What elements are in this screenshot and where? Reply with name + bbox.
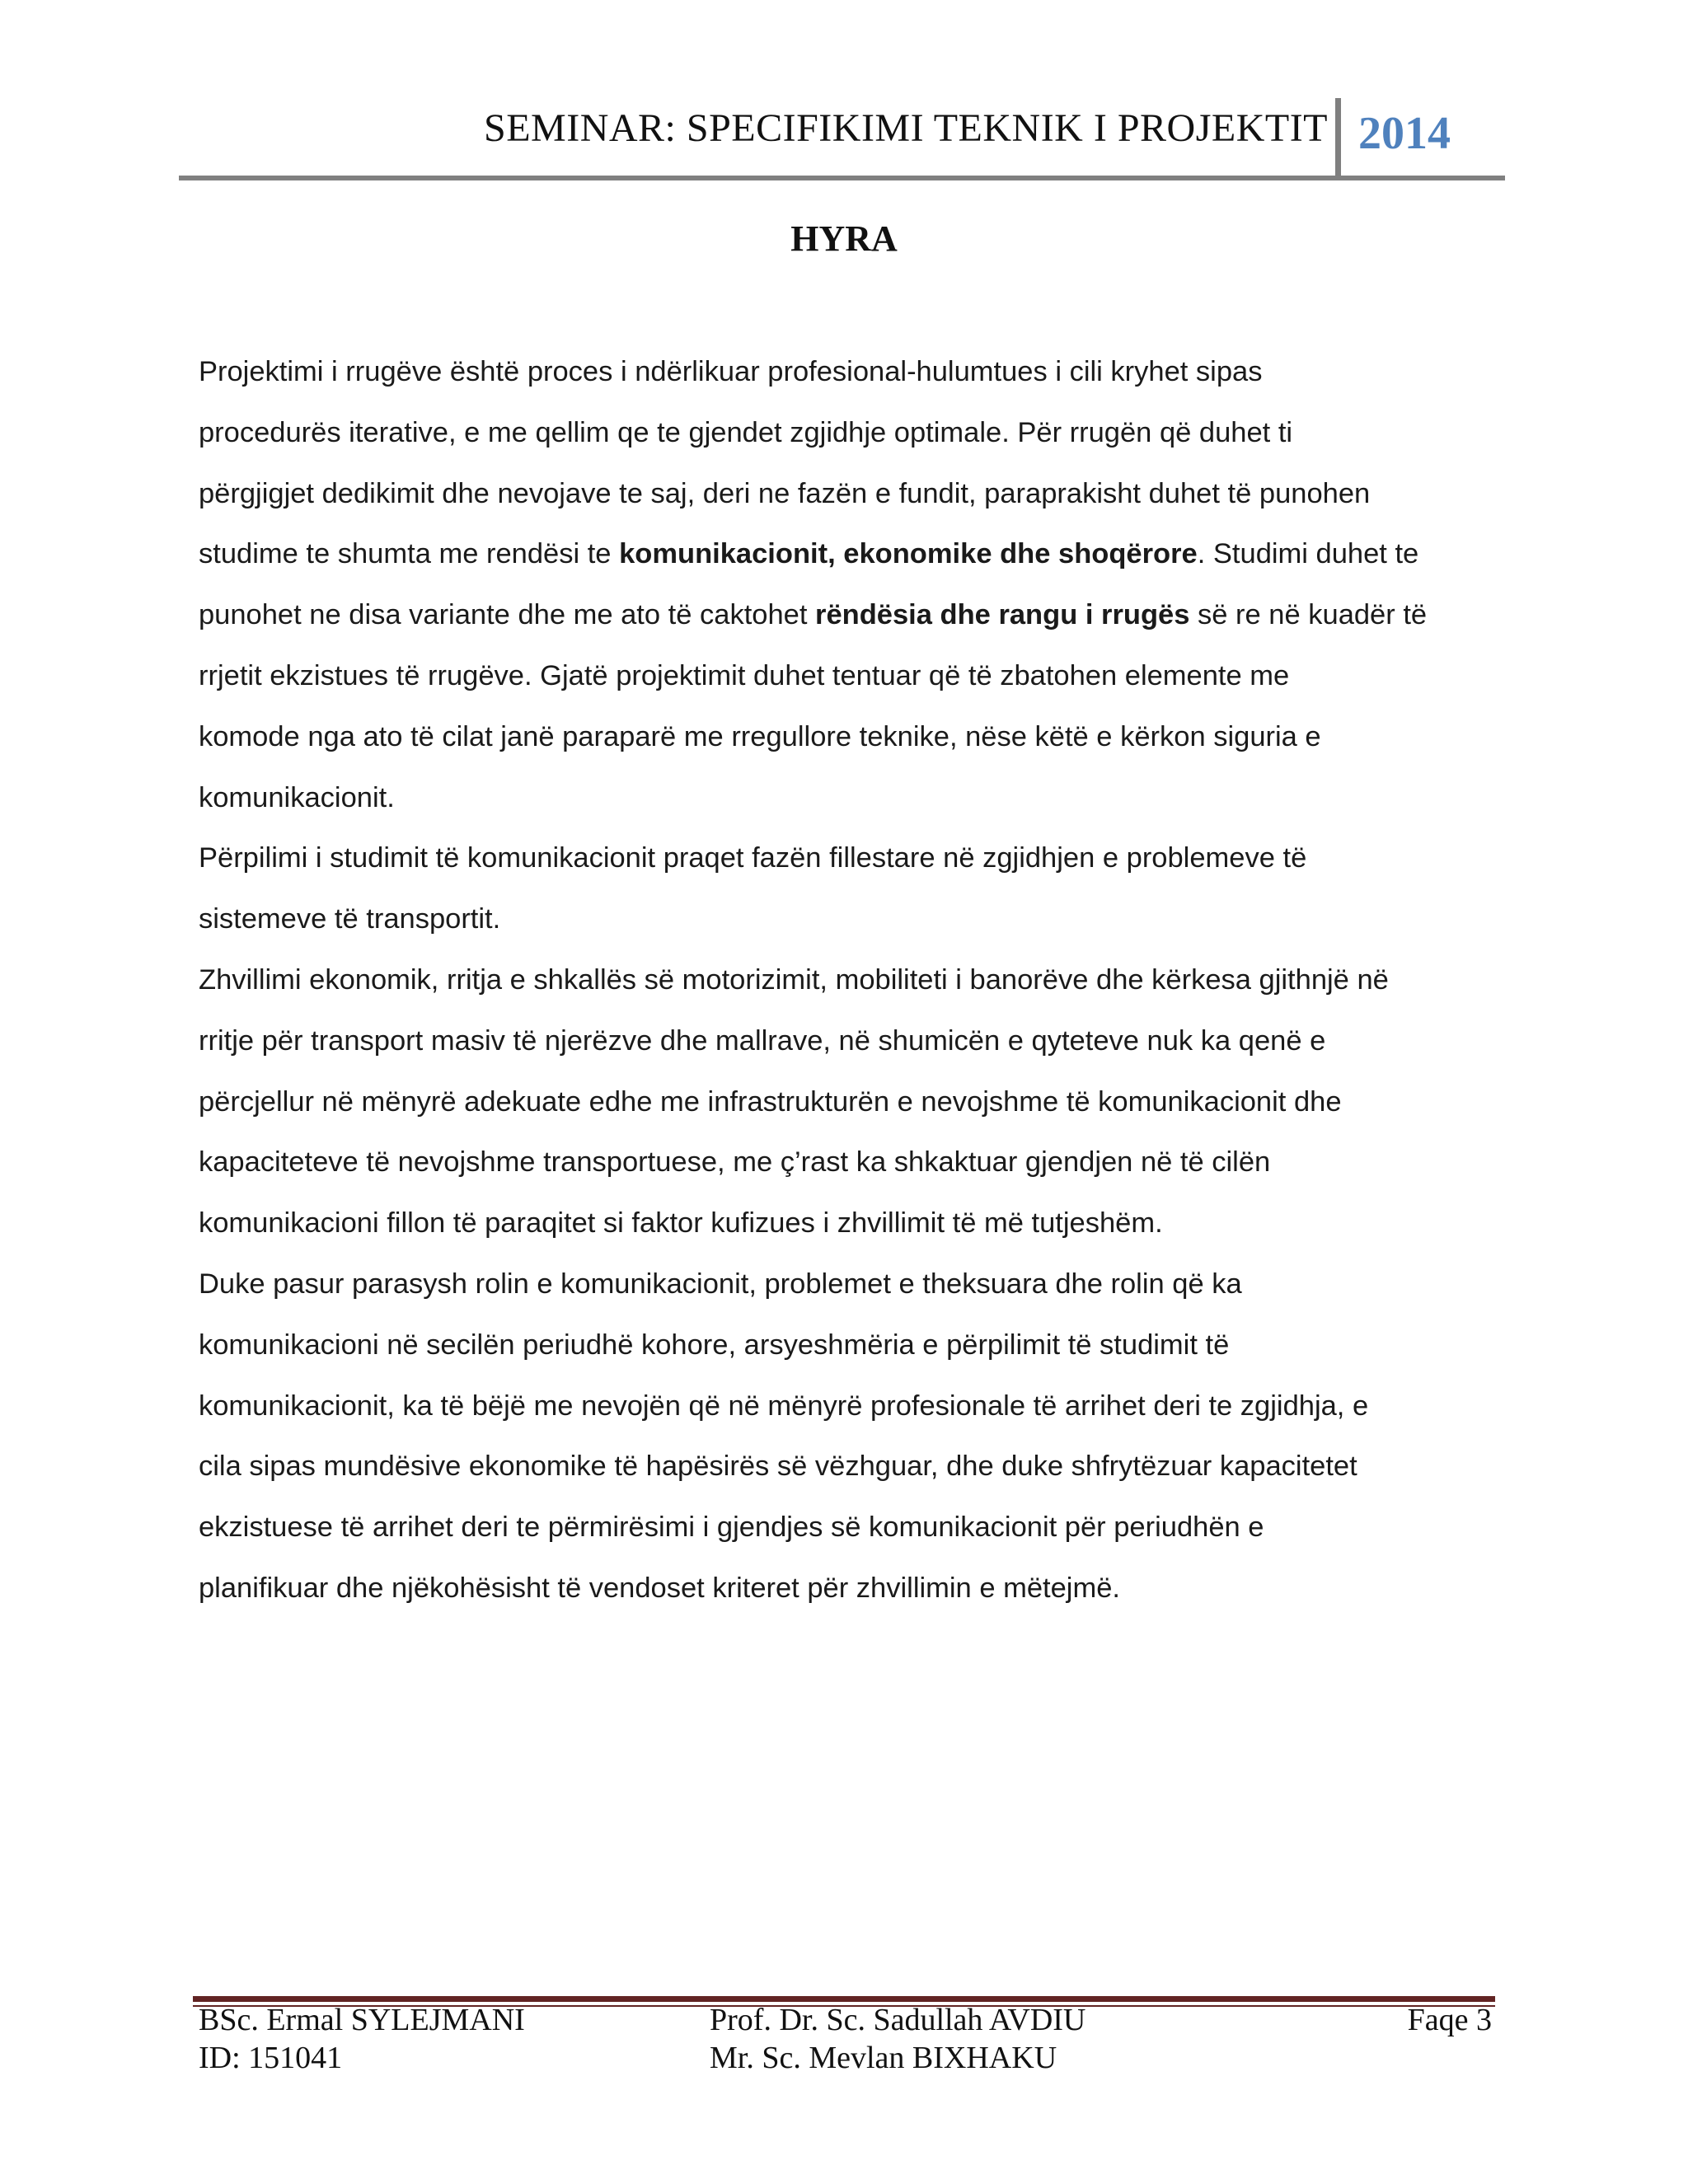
body-line: [199, 950, 1501, 1011]
body-text-run: rrjetit ekzistues të rrugëve. Gjatë projektimit duhet tentuar që të zbatohen elemente me: [199, 659, 1290, 691]
body-line: [199, 1193, 1501, 1254]
body-text-run: . Studimi duhet te: [1197, 538, 1419, 570]
body-text-run: rritje për transport masiv të njerëzve dhe mallrave, në shumicën e qyteteve nuk ka qenë e: [199, 1024, 1326, 1057]
body-text-run: komunikacioni në secilën periudhë kohore, arsyeshmëria e përpilimit të studimit të: [199, 1329, 1230, 1361]
body-text-run: ekzistuese të arrihet deri te përmirësimi i gjendjes së komunikacionit për periudhën e: [199, 1511, 1264, 1544]
body-text-run: së re në kuadër të: [1189, 599, 1428, 631]
body-line: [199, 1436, 1501, 1497]
body-line: [199, 1376, 1501, 1437]
body-text-run: procedurës iterative, e me qellim qe te gjendet zgjidhje optimale. Për rrugën që duhet ti: [199, 416, 1293, 448]
running-header-title: SEMINAR: SPECIFIKIMI TEKNIK I PROJEKTIT: [484, 106, 1328, 150]
footer-author-name: BSc. Ermal SYLEJMANI: [199, 2003, 525, 2037]
body-text-run: Përpilimi i studimit të komunikacionit praqet fazën fillestare në zgjidhjen e problemeve të: [199, 842, 1307, 874]
body-text-run: studime te shumta me rendësi te: [199, 538, 620, 570]
header-separator: [1335, 98, 1341, 179]
body-line: [199, 1254, 1501, 1315]
body-line: [199, 585, 1501, 646]
running-header-year: 2014: [1358, 108, 1451, 159]
body-text-run: planifikuar dhe njëkohësisht të vendoset kriteret për zhvillimin e mëtejmë.: [199, 1572, 1120, 1604]
body-line: [199, 828, 1501, 889]
body-line: [199, 646, 1501, 707]
body-text-run: komunikacioni fillon të paraqitet si faktor kufizues i zhvillimit të më tutjeshëm.: [199, 1207, 1163, 1240]
body-text-run: cila sipas mundësive ekonomike të hapësirës së vëzhguar, dhe duke shfrytëzuar kapacitetet: [199, 1451, 1357, 1483]
section-heading: HYRA: [790, 218, 898, 259]
body-text-run: komunikacionit, ka të bëjë me nevojën që në mënyrë profesionale të arrihet deri te zgjidhja, e: [199, 1390, 1369, 1422]
body-bold-text: komunikacionit, ekonomike dhe shoqërore: [619, 538, 1198, 570]
body-line: [199, 1558, 1501, 1619]
body-line: [199, 1315, 1501, 1376]
body-bold-text: rëndësia dhe rangu i rrugës: [815, 599, 1190, 631]
body-text-run: kapaciteteve të nevojshme transportuese, me ç’rast ka shkaktuar gjendjen në të cilën: [199, 1146, 1271, 1179]
body-text-run: Duke pasur parasysh rolin e komunikacionit, problemet e theksuara dhe rolin që ka: [199, 1268, 1242, 1300]
body-text-run: komunikacionit.: [199, 781, 395, 813]
body-line: [199, 1132, 1501, 1193]
body-line: [199, 1497, 1501, 1558]
body-line: [199, 768, 1501, 829]
body-line: [199, 524, 1501, 585]
body-text-run: Zhvillimi ekonomik, rritja e shkallës së motorizimit, mobiliteti i banorëve dhe kërkesa gjithnjë në: [199, 963, 1389, 996]
footer-page-number: Faqe 3: [1407, 2003, 1492, 2037]
body-text-run: përcjellur në mënyrë adekuate edhe me infrastrukturën e nevojshme të komunikacionit dhe: [199, 1085, 1342, 1118]
footer-author-id: ID: 151041: [199, 2041, 343, 2075]
body-text-run: Projektimi i rrugëve është proces i ndërlikuar profesional-hulumtues i cili kryhet sipas: [199, 356, 1263, 387]
footer-supervisor-2: Mr. Sc. Mevlan BIXHAKU: [710, 2041, 1057, 2075]
body-line: [199, 889, 1501, 950]
body-text-run: përgjigjet dedikimit dhe nevojave te saj, deri ne fazën e fundit, paraprakisht duhet të punohen: [199, 477, 1371, 509]
footer-supervisor-1: Prof. Dr. Sc. Sadullah AVDIU: [710, 2003, 1086, 2037]
body-text: [199, 342, 1501, 1619]
body-text-run: punohet ne disa variante dhe me ato të caktohet: [199, 599, 816, 631]
body-line: [199, 707, 1501, 768]
body-line: [199, 1072, 1501, 1133]
body-text-run: komode nga ato të cilat janë paraparë me rregullore teknike, nëse këtë e kërkon siguria e: [199, 720, 1321, 752]
header-rule: [179, 176, 1505, 180]
body-line: [199, 1011, 1501, 1072]
body-text-run: sistemeve të transportit.: [199, 903, 501, 935]
body-line: [199, 403, 1501, 464]
body-line: [199, 342, 1501, 403]
body-line: [199, 464, 1501, 525]
